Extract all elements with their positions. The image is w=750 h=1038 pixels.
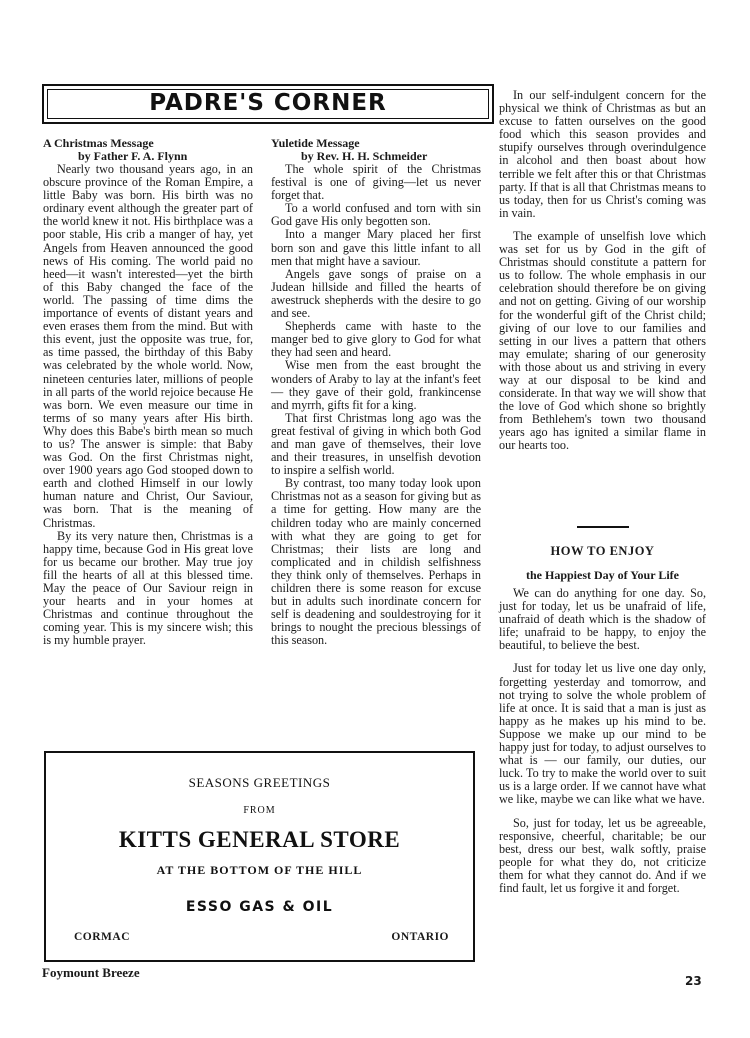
article-paragraph: Just for today let us live one day only, forgetting yesterday and tomorrow, and not trying to solve the whole problem of life at once. It is said that a man is just as happy as he makes up his mind to be. Suppose we make up our mind to be happy just for today, to adjust ourselves to what is — our family, our duties, our luck. To try to make the world over to suit us is a large order. If we cannot have what we like, maybe we can like what we have. [499,661,706,807]
article-paragraph: In our self-indulgent concern for the physical we think of Christmas as but an excuse to fatten ourselves on the good food which this season provides and stupify ourselves through overindulgence in alcohol and then boast about how terrible we felt after this or that Christmas party. If that is all that Christmas means to us today, then for us Christ's coming was in vain. [499,88,706,220]
article-paragraph: Nearly two thousand years ago, in an obscure province of the Roman Empire, a little Baby was born. His birth was no ordinary event although the greater part of the world knew it not. His birthplace was a poor stable, His crib a manger of hay, yet Angels from Heaven announced the good news of His coming. The world paid no heed—it wasn't interested—yet the birth of this Baby changed the face of the world. The passing of time dims the importance of events of distant years and even erases them from the mind. But with this event, just the opposite was true, for, as time passed, the birthday of this Baby was celebrated by the whole world. Now, nineteen centuries later, millions of people in all parts of the world rejoice because He was born. We even measure our time in terms of so many years after His birth. Why does this Babe's birth mean so much to us? The answer is simple: that Baby was God. On the first Christmas night, over 1900 years ago God stooped down to earth and clothed Himself in our lowly human nature and Christ, Our Saviour, was born. That is the meaning of Christmas. [43,162,253,530]
ad-town: CORMAC [74,931,131,943]
title-box [42,84,494,124]
article-paragraph: Shepherds came with haste to the manger bed to give glory to God for what they had seen and heard. [271,319,481,360]
article-paragraph: The whole spirit of the Christmas festival is one of giving—let us never forget that. [271,162,481,203]
ad-store-name: KITTS GENERAL STORE [118,827,401,852]
publication-name: Foymount Breeze [42,965,140,980]
ad-esso: ESSO GAS & OIL [185,899,334,915]
ad-location: AT THE BOTTOM OF THE HILL [156,863,363,877]
article-paragraph: To a world confused and torn with sin God gave His only begotten son. [271,201,481,229]
article-heading: HOW TO ENJOY [550,544,655,558]
article-christmas-message [43,137,253,647]
article-heading: Yuletide Message [271,136,360,150]
ad-greeting: SEASONS GREETINGS [188,775,331,790]
article-how-to-enjoy [499,587,706,895]
store-advertisement [44,751,475,962]
article-paragraph: We can do anything for one day. So, just for today, let us be unafraid of life, unafraid of death which is the shadow of life; unafraid to be happy, to enjoy the beautiful, to believe the best. [499,586,706,653]
page-number: 23 [685,974,702,988]
article-heading: A Christmas Message [43,136,154,150]
article-yuletide-message [271,137,481,647]
article-byline: by Rev. H. H. Schmeider [301,149,428,163]
article-paragraph: That first Christmas long ago was the great festival of giving in which both God and man gave of themselves, their love and their treasures, in unselfish devotion to inspire a selfish world. [271,410,481,478]
article-paragraph: By contrast, too many today look upon Christmas not as a season for giving but as a time for getting. How many are the children today who are mainly concerned with what they are going to get for Christmas; their lists are long and complicated and in childish selfishness they think only of themselves. Perhaps in children there is some reason for excuse but in adults such inordinate concern for self is deadening and souldestroying for it brings to nought the precious blessings of this season. [271,476,481,648]
article-paragraph: By its very nature then, Christmas is a happy time, because God in His great love for us became our brother. May true joy fill the hearts of all at this blessed time. May the peace of Our Saviour reign in your hearts and in your homes at Christmas and continue throughout the coming year. This is my sincere wish; this is my humble prayer. [43,528,253,648]
article-yuletide-continued [499,89,706,453]
article-paragraph: Into a manger Mary placed her first born son and gave this little infant to all men that might have a saviour. [271,227,481,268]
article-byline: by Father F. A. Flynn [78,149,188,163]
ad-from: FROM [243,805,276,816]
article-paragraph: Angels gave songs of praise on a Judean hillside and filled the hearts of awestruck shepherds with the desire to go and see. [271,266,481,321]
article-paragraph: The example of unselfish love which was set for us by God in the gift of Christmas should constitute a pattern for us to follow. The whole emphasis in our celebration should therefore be on giving and not on getting. Giving of our worship for the wonderful gift of the Christ child; giving of our love to our families and setting in our lives a pattern that others may emulate; sharing of our generosity with those about us and striving in every way at our disposal to be kind and considerate. In that way we will show that the love of God which shone so brightly from Bethlehem's town two thousand years ago has ignited a similar flame in our hearts too. [499,228,706,453]
article-paragraph: Wise men from the east brought the wonders of Araby to lay at the infant's feet — they gave of their gold, frankincense and myrrh, gifts fit for a king. [271,358,481,412]
article-paragraph: So, just for today, let us be agreeable, responsive, cheerful, charitable; be our best, dress our best, walk softly, praise people for what they do, not criticize them for what they cannot do. And if we find fault, let us forgive it and forget. [499,815,706,895]
page-title: PADRE'S CORNER [149,90,387,116]
section-divider [577,526,629,528]
ad-province: ONTARIO [391,931,449,943]
article-subheading: the Happiest Day of Your Life [526,568,679,582]
